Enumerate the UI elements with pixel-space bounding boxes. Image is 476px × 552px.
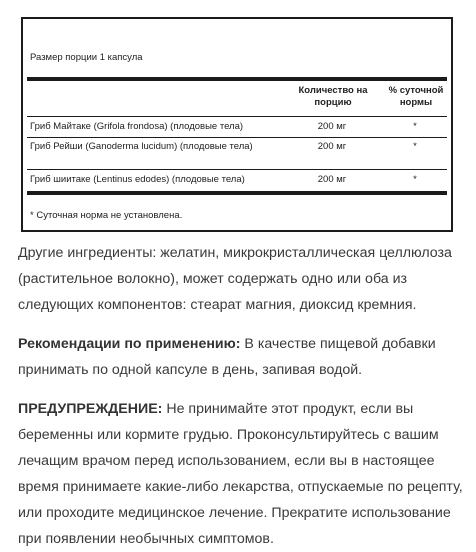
ingredient-amount: 200 мг <box>317 141 347 152</box>
warning-text: Не принимайте этот продукт, если вы беременны или кормите грудью. Проконсультируйтесь с вашим лечащим врачом перед использованием, если вы в настоящее время принимаете какие-либо лекарства, отпускаемые по рецепту, или проходите медицинское лечение. Прекратите использование при появлении необычных симптомов. <box>18 401 463 547</box>
divider <box>27 137 447 138</box>
serving-size: Размер порции 1 капсула <box>30 52 143 63</box>
ingredient-daily-value: * <box>413 174 417 185</box>
daily-value-footnote: * Суточная норма не установлена. <box>30 210 183 221</box>
divider <box>27 116 447 117</box>
thick-divider <box>27 191 447 195</box>
ingredient-name: Гриб Майтаке (Grifola frondosa) (плодовые тела) <box>30 121 244 132</box>
warning-label: ПРЕДУПРЕЖДЕНИЕ: <box>18 401 163 417</box>
ingredient-name: Гриб Рейши (Ganoderma lucidum) (плодовые тела) <box>30 141 253 152</box>
supplement-facts-panel <box>21 17 453 232</box>
ingredient-daily-value: * <box>413 121 417 132</box>
ingredient-amount: 200 мг <box>317 174 347 185</box>
ingredient-name: Гриб шиитаке (Lentinus edodes) (плодовые тела) <box>30 174 245 185</box>
other-ingredients-text: Другие ингредиенты: желатин, микрокристаллическая целлюлоза (растительное волокно), может содержать одно или оба из следующих компонентов: стеарат магния, диоксид кремния. <box>18 245 452 313</box>
ingredient-amount: 200 мг <box>317 121 347 132</box>
thick-divider <box>27 77 447 81</box>
usage-text: В качестве пищевой добавки принимать по одной капсуле в день, запивая водой. <box>18 336 436 378</box>
warning-paragraph <box>18 396 463 552</box>
ingredient-daily-value: * <box>413 141 417 152</box>
divider <box>27 169 447 170</box>
usage-paragraph <box>18 331 463 383</box>
amount-column-header: Количество на порцию <box>298 85 368 108</box>
daily-value-column-header: % суточной нормы <box>388 85 444 108</box>
usage-label: Рекомендации по применению: <box>18 336 241 352</box>
